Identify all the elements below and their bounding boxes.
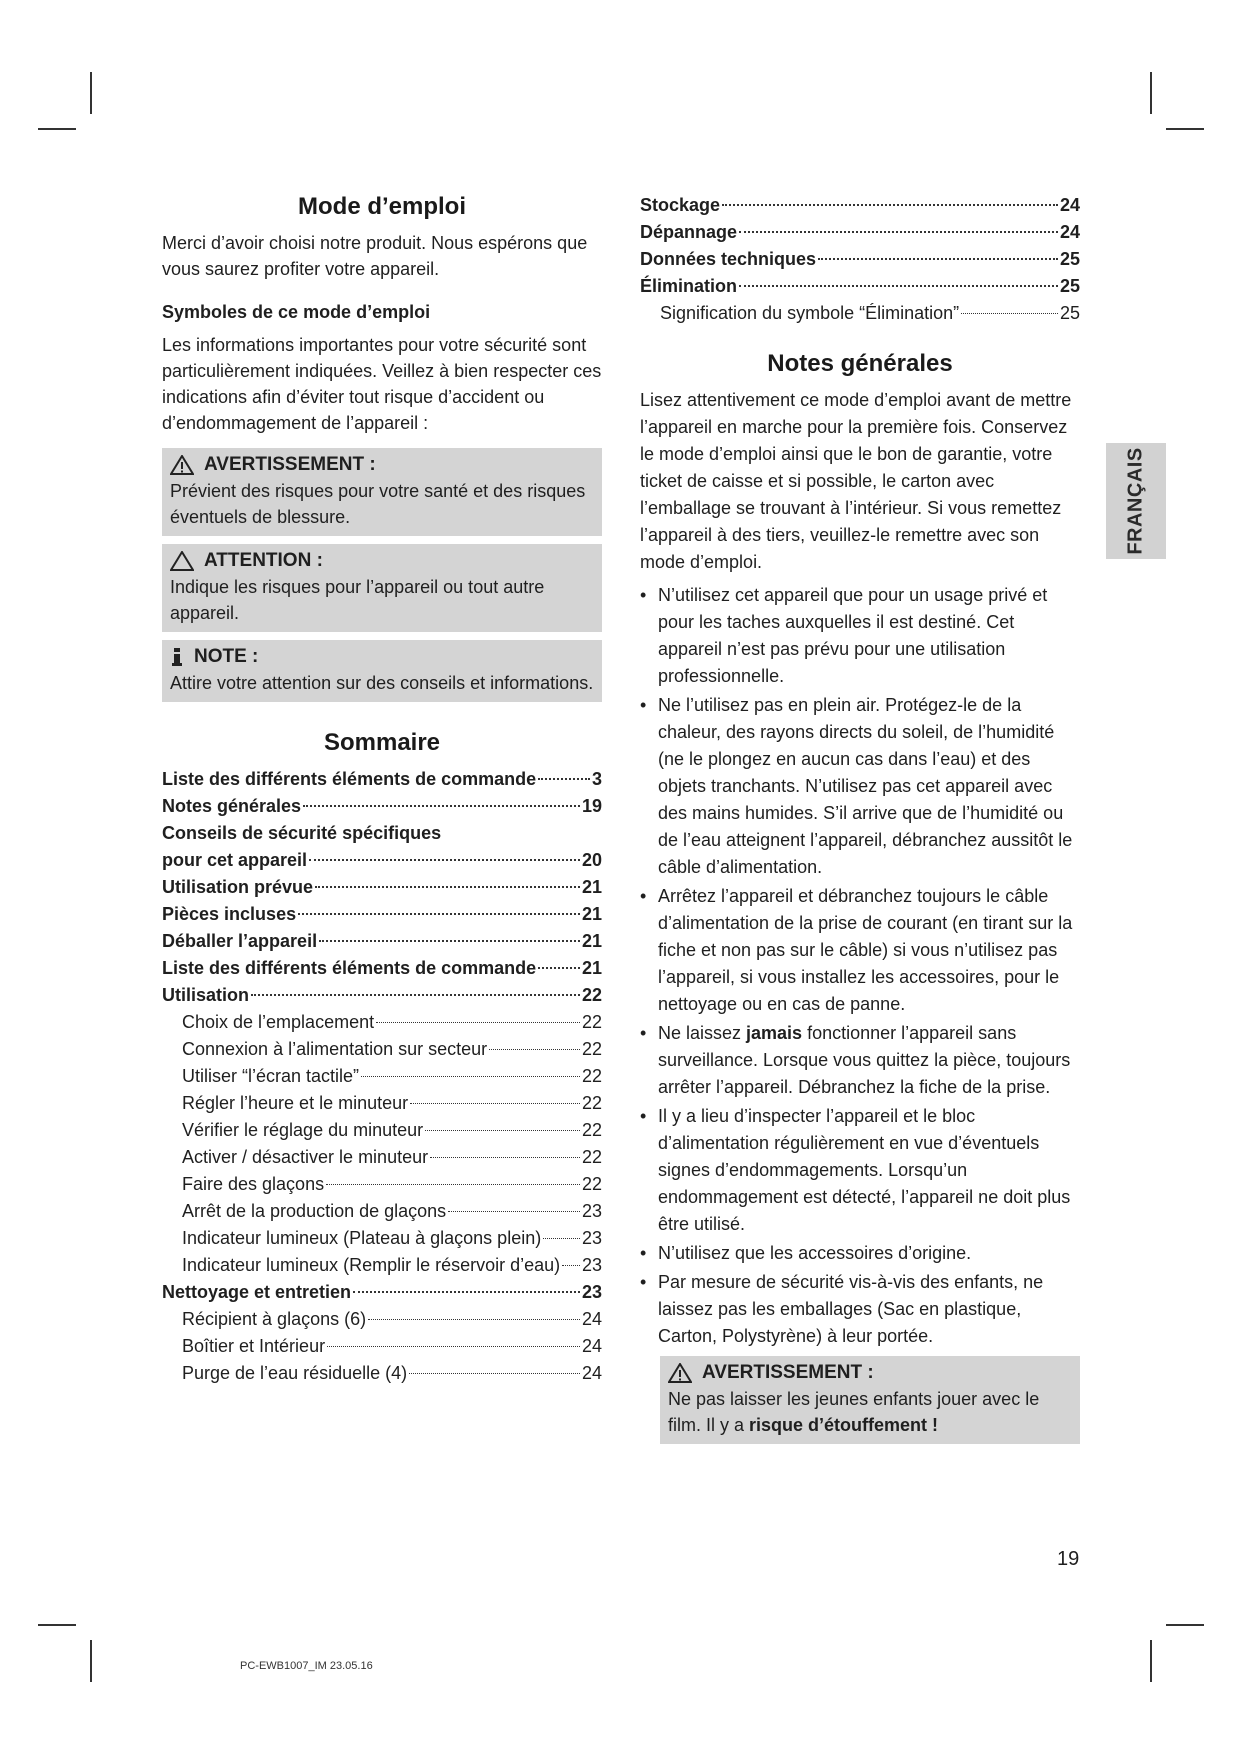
toc-entry-label: Vérifier le réglage du minuteur xyxy=(182,1120,424,1140)
toc-entry-page: 21 xyxy=(581,877,602,897)
toc-entry-label: Notes générales xyxy=(162,796,302,816)
crop-mark-top-right-v xyxy=(1150,72,1152,114)
bullet-item: • N’utilisez que les accessoires d’origine. xyxy=(640,1240,1080,1267)
toc-entry-page: 3 xyxy=(591,769,602,789)
bullet-item: • Arrêtez l’appareil et débranchez toujours le câble d’alimentation de la prise de courant (en tirant sur la fiche et non pas sur le câble) si vous n’utilisez pas l’appareil, si vous installez les accessoires, pour le nettoyage ou en cas de panne. xyxy=(640,883,1080,1018)
toc-leader-dots xyxy=(722,204,1058,206)
toc-entry-label: Arrêt de la production de glaçons xyxy=(182,1201,447,1221)
toc-leader-dots xyxy=(409,1373,580,1374)
toc-entry xyxy=(162,1198,602,1225)
toc-entry-page: 22 xyxy=(581,1039,602,1059)
toc-entry xyxy=(162,982,602,1009)
toc-entry-label: Connexion à l’alimentation sur secteur xyxy=(182,1039,488,1059)
toc-leader-dots xyxy=(739,231,1058,233)
toc-list xyxy=(162,766,602,1387)
toc-entry-label: Indicateur lumineux (Plateau à glaçons plein) xyxy=(182,1228,542,1248)
warning-title: AVERTISSEMENT : xyxy=(204,454,376,475)
toc-entry xyxy=(162,1171,602,1198)
toc-leader-dots xyxy=(448,1211,580,1212)
toc-leader-dots xyxy=(425,1130,580,1131)
toc-leader-dots xyxy=(430,1157,580,1158)
toc-entry xyxy=(162,1225,602,1252)
crop-mark-top-left-v xyxy=(90,72,92,114)
crop-mark-bottom-left-h xyxy=(38,1624,76,1626)
toc-entry-label: Liste des différents éléments de commande xyxy=(162,958,537,978)
toc-entry xyxy=(162,1252,602,1279)
toc-entry xyxy=(162,1063,602,1090)
toc-entry-page: 24 xyxy=(581,1363,602,1383)
toc-leader-dots xyxy=(410,1103,580,1104)
toc-entry xyxy=(640,300,1080,327)
toc-entry-page: 22 xyxy=(581,1174,602,1194)
toc-entry xyxy=(162,793,602,820)
note-box xyxy=(162,640,602,702)
language-tab xyxy=(1106,443,1166,559)
bullet-item: • N’utilisez cet appareil que pour un usage privé et pour les taches auxquelles il est destiné. Cet appareil n’est pas prévu pour une utilisation professionnelle. xyxy=(640,582,1080,690)
toc-entry xyxy=(162,874,602,901)
warning-triangle-icon xyxy=(668,1363,692,1383)
toc-entry-page: 24 xyxy=(581,1336,602,1356)
toc-entry xyxy=(162,766,602,793)
intro-text: Merci d’avoir choisi notre produit. Nous espérons que vous saurez profiter votre appareil. xyxy=(162,233,588,279)
toc-entry-label: Données techniques xyxy=(640,249,817,269)
toc-leader-dots xyxy=(368,1319,580,1320)
toc-entry-label: Stockage xyxy=(640,195,721,215)
toc-entry-page: 25 xyxy=(1059,303,1080,323)
toc-entry-page: 22 xyxy=(581,1120,602,1140)
toc-entry-label: Régler l’heure et le minuteur xyxy=(182,1093,409,1113)
bullet-item-bold: jamais xyxy=(746,1023,803,1043)
note-text: Attire votre attention sur des conseils et informations. xyxy=(170,673,594,693)
toc-entry-page: 22 xyxy=(581,1093,602,1113)
toc-entry-page: 22 xyxy=(581,1012,602,1032)
toc-leader-dots xyxy=(818,258,1058,260)
toc-entry xyxy=(162,1009,602,1036)
toc-entry-label: Utiliser “l’écran tactile” xyxy=(182,1066,360,1086)
page-title: Mode d’emploi xyxy=(298,193,466,220)
toc-leader-dots xyxy=(298,913,580,915)
toc-leader-dots xyxy=(251,994,580,996)
toc-leader-dots xyxy=(315,886,580,888)
toc-entry-page: 19 xyxy=(581,796,602,816)
toc-leader-dots xyxy=(319,940,580,942)
toc-leader-dots xyxy=(562,1265,580,1266)
crop-mark-top-left-h xyxy=(38,128,76,130)
toc-entry xyxy=(162,955,602,982)
toc-entry-label: Pièces incluses xyxy=(162,904,297,924)
symbols-heading: Symboles de ce mode d’emploi xyxy=(162,302,431,322)
page-number: 19 xyxy=(1057,1548,1080,1570)
toc-entry xyxy=(640,246,1080,273)
warning-text-2: Ne pas laisser les jeunes enfants jouer avec le film. Il y a xyxy=(668,1389,1040,1435)
right-column xyxy=(640,192,1080,1452)
warning-triangle-icon xyxy=(170,455,194,475)
toc-leader-dots xyxy=(303,805,580,807)
toc-entry-label: Purge de l’eau résiduelle (4) xyxy=(182,1363,408,1383)
bullet-item-before: Ne laissez xyxy=(658,1023,747,1043)
toc-entry-page: 21 xyxy=(581,931,602,951)
toc-leader-dots xyxy=(961,313,1058,314)
toc-leader-dots xyxy=(489,1049,580,1050)
toc-leader-dots xyxy=(739,285,1058,287)
toc-entry xyxy=(162,1036,602,1063)
toc-entry-label: Nettoyage et entretien xyxy=(162,1282,352,1302)
toc-entry-label: Conseils de sécurité spécifiques xyxy=(162,823,442,843)
toc-leader-dots xyxy=(543,1238,580,1239)
warning-text: Prévient des risques pour votre santé et des risques éventuels de blessure. xyxy=(170,481,586,527)
toc-leader-dots xyxy=(326,1184,580,1185)
toc-entry-label: Utilisation xyxy=(162,985,250,1005)
toc-entry xyxy=(162,901,602,928)
toc-leader-dots xyxy=(538,778,590,780)
toc-leader-dots xyxy=(538,967,580,969)
attention-triangle-icon xyxy=(170,551,194,571)
toc-entry-page: 25 xyxy=(1059,276,1080,296)
toc-leader-dots xyxy=(353,1291,580,1293)
toc-entry-label: Dépannage xyxy=(640,222,738,242)
notes-intro: Lisez attentivement ce mode d’emploi avant de mettre l’appareil en marche pour la première fois. Conservez le mode d’emploi ainsi que le bon de garantie, votre ticket de caisse et si possible, le carton avec l’emballage se trouvant à l’intérieur. Si vous remettez l’appareil à des tiers, veuillez-le remettre avec son mode d’emploi. xyxy=(640,390,1072,572)
toc-list-continued xyxy=(640,192,1080,327)
toc-leader-dots xyxy=(361,1076,580,1077)
safety-bullet-list xyxy=(640,582,1080,1350)
toc-entry-label: Déballer l’appareil xyxy=(162,931,318,951)
toc-entry xyxy=(640,273,1080,300)
toc-entry-page: 25 xyxy=(1059,249,1080,269)
left-column xyxy=(162,192,602,1387)
info-icon xyxy=(170,647,184,667)
toc-entry-label: Faire des glaçons xyxy=(182,1174,325,1194)
toc-entry-label: Signification du symbole “Élimination” xyxy=(660,303,960,323)
toc-entry-page: 24 xyxy=(1059,195,1080,215)
toc-entry-label: Activer / désactiver le minuteur xyxy=(182,1147,429,1167)
toc-entry xyxy=(162,847,602,874)
toc-entry-label: Boîtier et Intérieur xyxy=(182,1336,326,1356)
crop-mark-top-right-h xyxy=(1166,128,1204,130)
toc-leader-dots xyxy=(309,859,580,861)
toc-entry-page: 23 xyxy=(581,1228,602,1248)
toc-leader-dots xyxy=(327,1346,580,1347)
toc-entry xyxy=(640,219,1080,246)
toc-entry-label: Indicateur lumineux (Remplir le réservoir d’eau) xyxy=(182,1255,561,1275)
bullet-item: • Il y a lieu d’inspecter l’appareil et le bloc d’alimentation régulièrement en vue d’éventuels signes d’endommagements. Lorsqu’un endommagement est détecté, l’appareil ne doit plus être utilisé. xyxy=(640,1103,1080,1238)
toc-entry-page: 24 xyxy=(581,1309,602,1329)
toc-entry xyxy=(162,1117,602,1144)
symbols-text: Les informations importantes pour votre sécurité sont particulièrement indiquées. Veillez à bien respecter ces indications afin d’éviter tout risque d’accident ou d’endommagement de l’appareil : xyxy=(162,335,602,433)
crop-mark-bottom-left-v xyxy=(90,1640,92,1682)
toc-entry xyxy=(640,192,1080,219)
toc-entry xyxy=(162,820,602,847)
toc-entry xyxy=(162,1279,602,1306)
footer-code: PC-EWB1007_IM 23.05.16 xyxy=(240,1660,373,1672)
warning-box-2 xyxy=(660,1356,1080,1444)
warning-title-2: AVERTISSEMENT : xyxy=(702,1362,874,1383)
bullet-item: • Ne l’utilisez pas en plein air. Protégez-le de la chaleur, des rayons directs du soleil, de l’humidité (ne le plongez en aucun cas dans l’eau) et des objets tranchants. N’utilisez pas cet appareil avec des mains humides. S’il arrive que de l’humidité ou de l’eau atteignent l’appareil, débranchez aussitôt le câble d’alimentation. xyxy=(640,692,1080,881)
attention-title: ATTENTION : xyxy=(204,550,323,571)
toc-entry xyxy=(162,1333,602,1360)
crop-mark-bottom-right-h xyxy=(1166,1624,1204,1626)
toc-leader-dots xyxy=(376,1022,580,1023)
crop-mark-bottom-right-v xyxy=(1150,1640,1152,1682)
toc-entry-label: Utilisation prévue xyxy=(162,877,314,897)
toc-entry-page: 20 xyxy=(581,850,602,870)
toc-entry xyxy=(162,928,602,955)
toc-entry xyxy=(162,1144,602,1171)
toc-entry-page: 21 xyxy=(581,904,602,924)
toc-entry-page: 24 xyxy=(1059,222,1080,242)
bullet-item-after: fonctionner l’appareil sans surveillance. Lorsque vous quittez la pièce, toujours arrêter l’appareil. Débranchez la fiche de la prise. xyxy=(658,1023,1071,1097)
note-title: NOTE : xyxy=(194,646,259,667)
language-tab-label: FRANÇAIS xyxy=(1124,447,1147,555)
toc-title: Sommaire xyxy=(323,729,441,756)
toc-entry-page: 22 xyxy=(581,1147,602,1167)
toc-entry-label: Récipient à glaçons (6) xyxy=(182,1309,367,1329)
notes-title: Notes générales xyxy=(767,350,953,377)
toc-entry xyxy=(162,1360,602,1387)
toc-entry-page: 23 xyxy=(581,1255,602,1275)
toc-entry-page: 22 xyxy=(581,1066,602,1086)
toc-entry xyxy=(162,1090,602,1117)
toc-entry-page: 23 xyxy=(581,1201,602,1221)
toc-entry-label: Liste des différents éléments de commande xyxy=(162,769,537,789)
toc-entry-page: 22 xyxy=(581,985,602,1005)
toc-entry-label: pour cet appareil xyxy=(162,850,308,870)
bullet-item: • Par mesure de sécurité vis-à-vis des enfants, ne laissez pas les emballages (Sac en plastique, Carton, Polystyrène) à leur portée. xyxy=(640,1269,1080,1350)
toc-entry-page: 21 xyxy=(581,958,602,978)
toc-entry-page: 23 xyxy=(581,1282,602,1302)
toc-entry xyxy=(162,1306,602,1333)
bullet-item xyxy=(640,1020,1080,1101)
warning-box xyxy=(162,448,602,536)
attention-text: Indique les risques pour l’appareil ou tout autre appareil. xyxy=(170,577,545,623)
attention-box xyxy=(162,544,602,632)
toc-entry-label: Élimination xyxy=(640,276,738,296)
toc-entry-label: Choix de l’emplacement xyxy=(182,1012,375,1032)
warning-text-2-bold: risque d’étouffement ! xyxy=(749,1415,939,1435)
